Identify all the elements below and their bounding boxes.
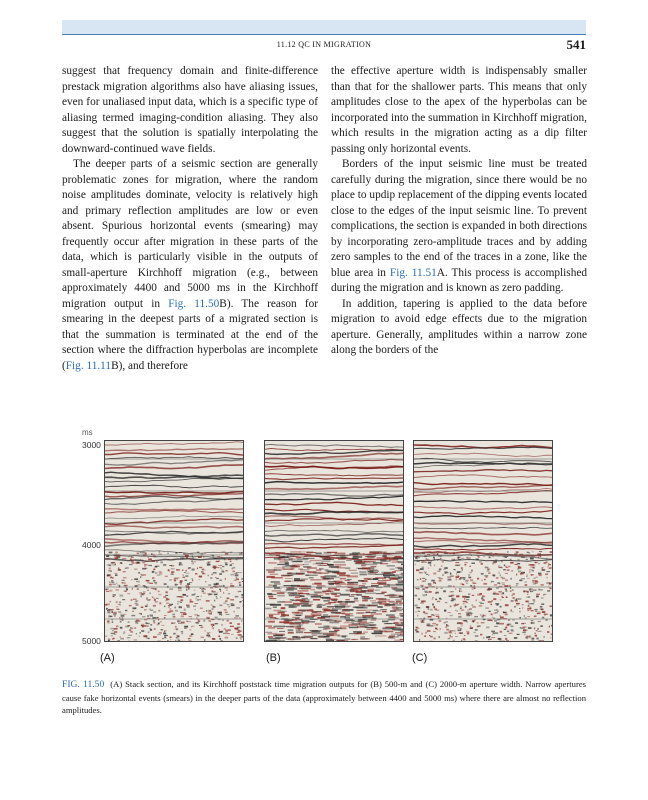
figure-caption <box>62 678 586 717</box>
caption-text: (A) Stack section, and its Kirchhoff poststack time migration outputs for (B) 500-m and (C) 2000-m aperture width. Narrow apertures cause fake horizontal events (smears) in the deeper parts of the data (approximately between 4400 and 5000 ms) where there are almost no reflection amplitudes. <box>62 679 586 715</box>
figure-ref-link[interactable]: Fig. 11.51 <box>389 266 437 279</box>
panel-label: (C) <box>412 652 428 664</box>
left-p2-text-1: The deeper parts of a seismic section are generally problematic zones for migration, where the random noise amplitudes dominate, velocity is relatively high and primary reflection amplitudes are low or even absent. Spurious horizontal events (smearing) may frequently occur after migration in these parts of the data, which is particularly visible in the outputs of small-aperture Kirchhoff migration (e.g., between approximately 4400 and 5000 ms in the Kirchhoff migration output in <box>62 158 318 310</box>
caption-figure-number: FIG. 11.50 <box>62 679 105 690</box>
left-p2-text-2: B). The reason for smearing in the deepest parts of a migrated section is that the summation is terminated at the end of the section where the diffraction hyperbolas are incomplete ( <box>62 297 319 372</box>
right-paragraph-2 <box>331 157 587 297</box>
seismic-panel-a <box>104 440 244 642</box>
figure-ref-link[interactable]: Fig. 11.50 <box>168 297 220 310</box>
seismic-image <box>105 441 243 641</box>
header-band <box>62 20 586 34</box>
seismic-panel-c <box>413 440 553 642</box>
seismic-image <box>414 441 552 641</box>
time-tick-label: 5000 <box>82 636 101 646</box>
right-paragraph-3: In addition, tapering is applied to the data before migration to avoid edge effects due to the migration aperture. Generally, amplitudes within a narrow zone along the borders of the <box>331 297 587 356</box>
right-paragraph-1: the effective aperture width is indispensably smaller than that for the shallower parts. This means that only amplitudes close to the apex of the hyperbolas can be incorporated into the summation in Kirchhoff migration, which results in the migration acting as a dip filter passing only horizontal events. <box>331 65 587 155</box>
header-rule <box>62 34 586 35</box>
figure-ref-link[interactable]: Fig. 11.11 <box>65 359 112 372</box>
left-paragraph-1: suggest that frequency domain and finite-difference prestack migration algorithms also have aliasing issues, even for unaliased input data, which is a specific type of aliasing termed imaging-condition aliasing. They also suggest that the solution is spatially interpolating the downward-continued wave fields. <box>62 65 318 155</box>
page-number: 541 <box>566 37 586 52</box>
panel-label: (B) <box>266 652 281 664</box>
figure-11-50 <box>62 428 586 668</box>
panel-label: (A) <box>100 652 115 664</box>
right-p2-text-1: Borders of the input seismic line must be treated carefully during the migration, since there would be no place to updip replacement of the dipping events located close to the edges of the input seismic line. To prevent complications, the section is expanded in both directions by incorporating zero-amplitude traces and by adding zero samples to the end of the traces in a zone, like the blue area in <box>331 158 588 279</box>
time-tick-label: 3000 <box>82 440 101 450</box>
time-tick-label: 4000 <box>82 540 101 550</box>
seismic-image <box>265 441 403 641</box>
left-paragraph-2 <box>62 157 318 374</box>
left-column <box>62 64 318 374</box>
right-p2-text-2: A. This process is accomplished during the migration and is known as zero padding. <box>331 266 588 294</box>
right-column <box>331 64 587 359</box>
seismic-panel-b <box>264 440 404 642</box>
left-p2-text-3: B), and therefore <box>111 359 188 372</box>
running-head: 11.12 QC IN MIGRATION <box>276 40 372 49</box>
axis-unit-label: ms <box>82 428 93 437</box>
